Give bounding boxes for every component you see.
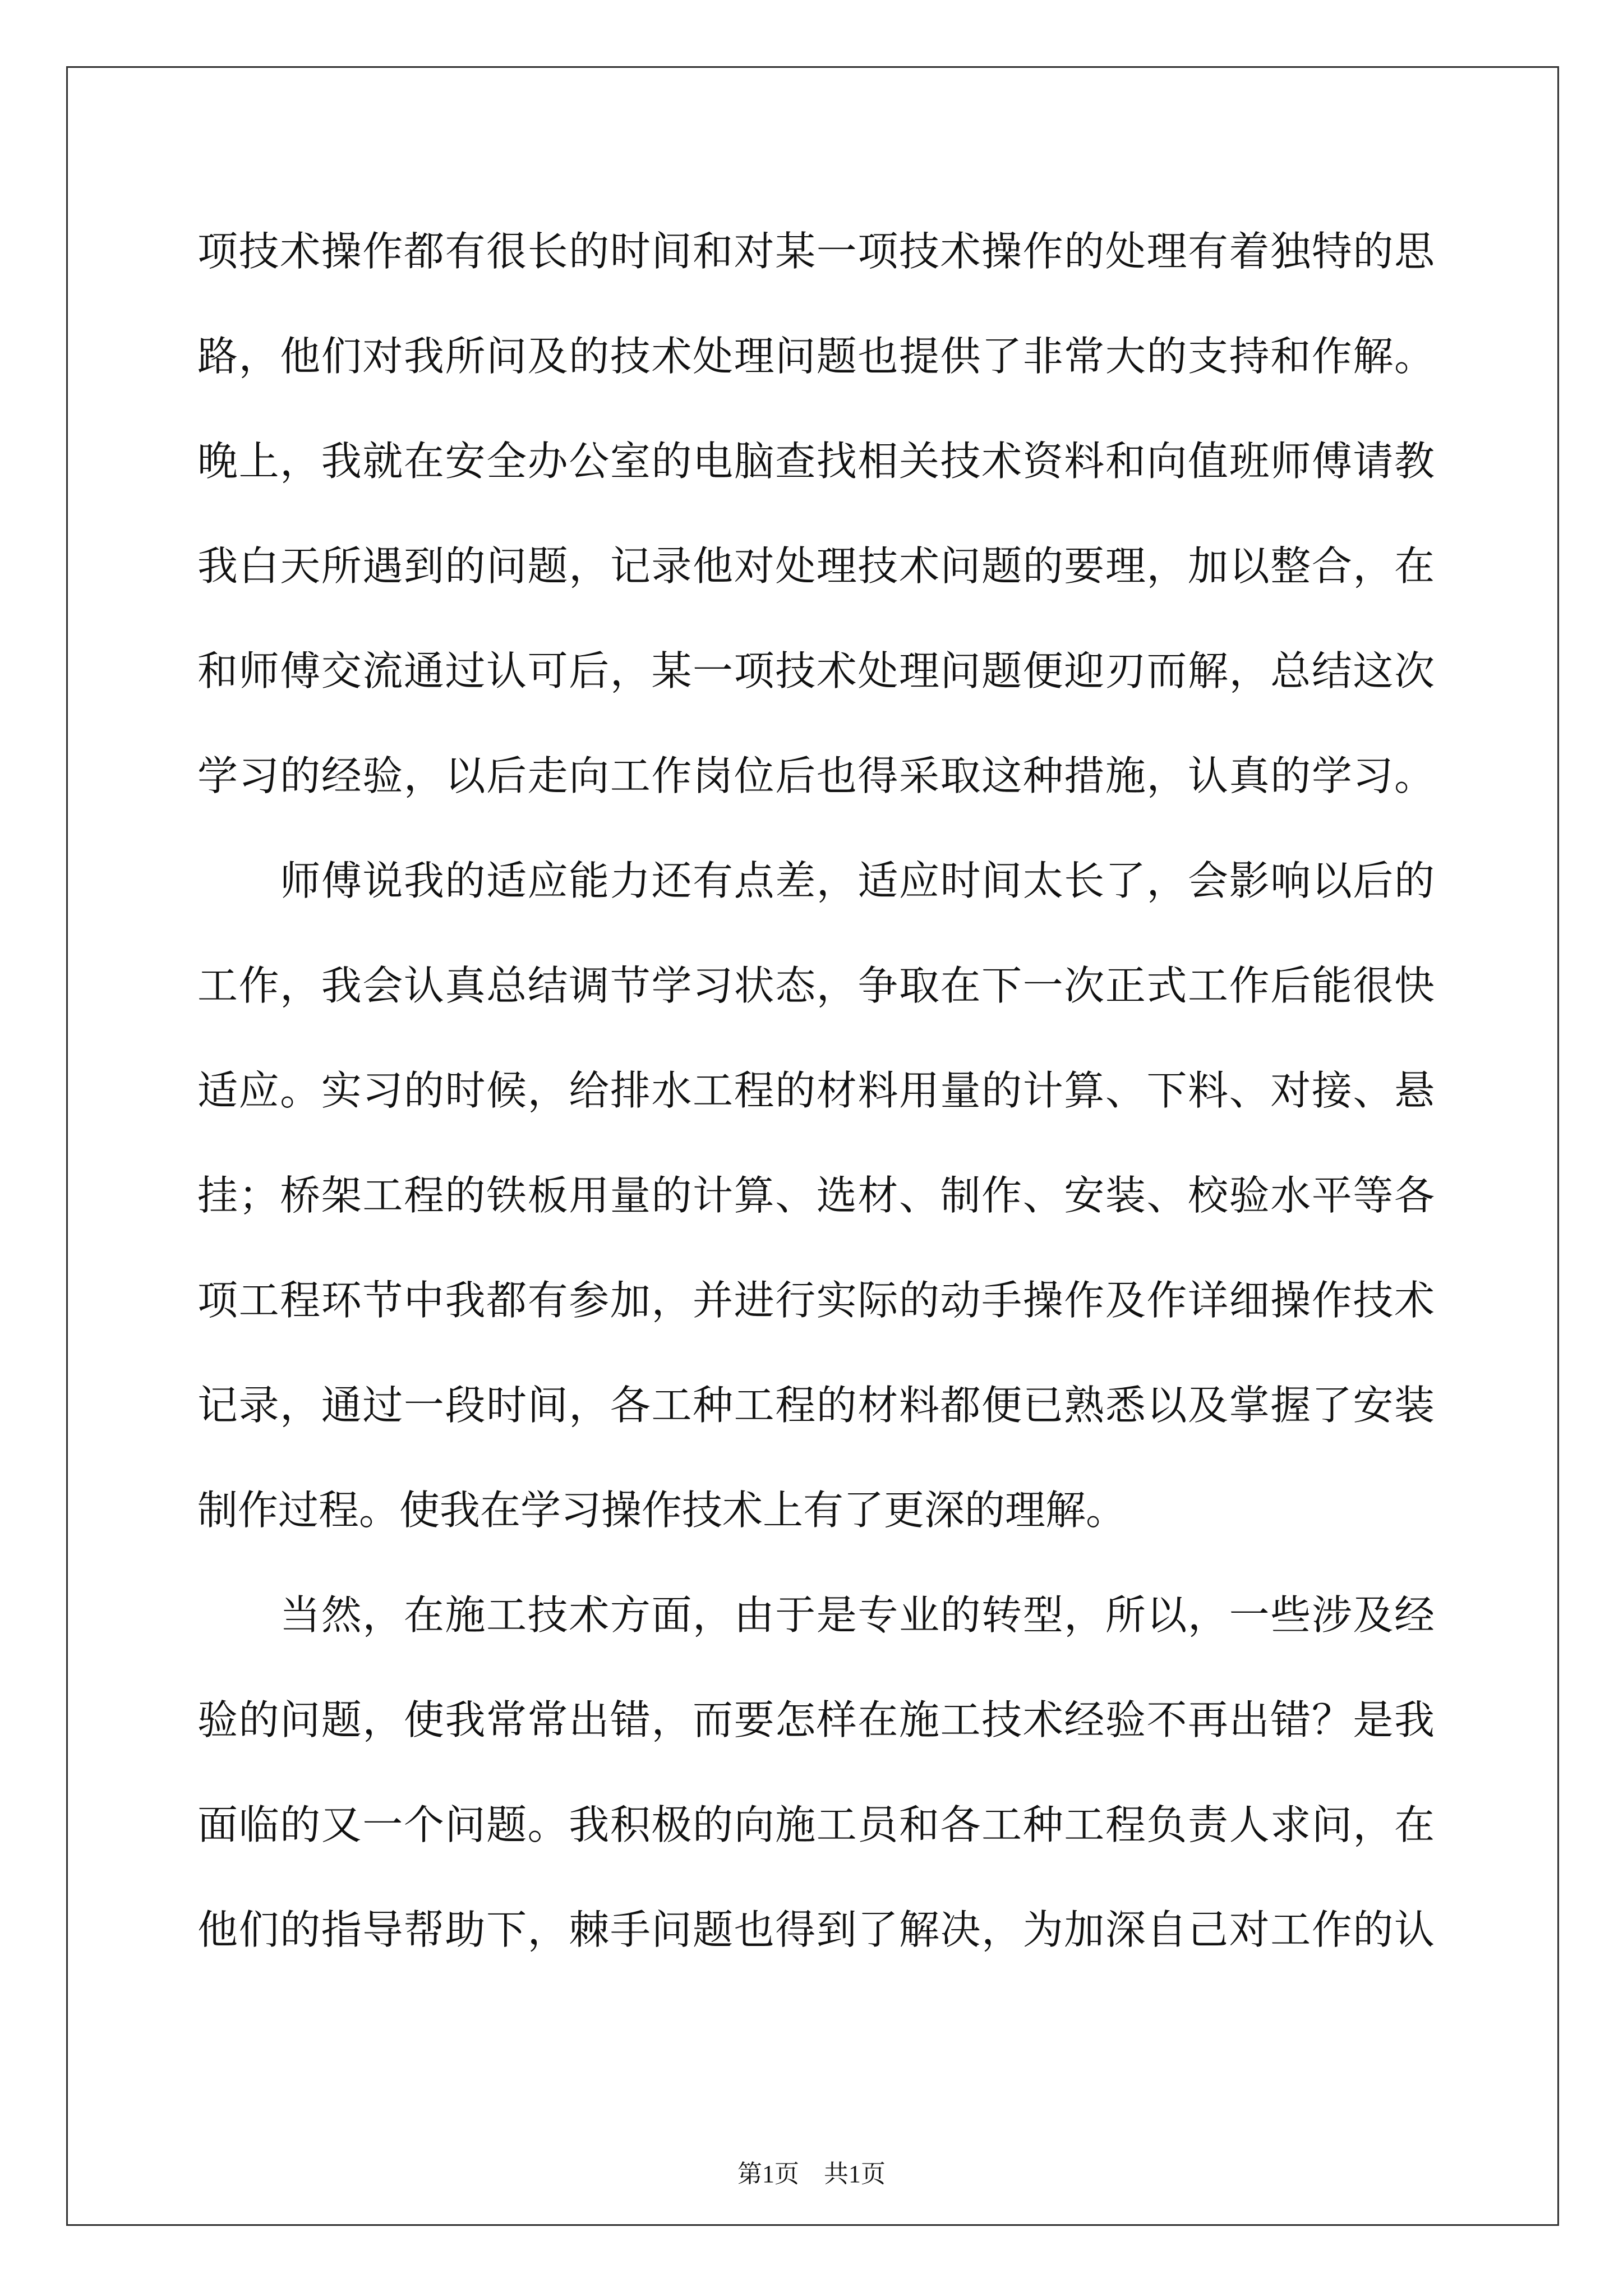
text-line: 我白天所遇到的问题，记录他对处理技术问题的要理，加以整合，在: [197, 542, 1435, 590]
page-number-footer: 第1页 共1页: [737, 2160, 886, 2188]
text-line: 项工程环节中我都有参加，并进行实际的动手操作及作详细操作技术: [197, 1277, 1435, 1324]
document-body: [197, 216, 1435, 1999]
text-line: 晚上，我就在安全办公室的电脑查找相关技术资料和向值班师傅请教: [197, 438, 1435, 485]
text-line: 路，他们对我所问及的技术处理问题也提供了非常大的支持和作解。: [197, 333, 1435, 380]
text-line: 工作，我会认真总结调节学习状态，争取在下一次正式工作后能很快: [197, 962, 1435, 1009]
text-line: 挂；桥架工程的铁板用量的计算、选材、制作、安装、校验水平等各: [197, 1172, 1435, 1219]
text-line: 制作过程。使我在学习操作技术上有了更深的理解。: [197, 1487, 1127, 1534]
text-line: 和师傅交流通过认可后，某一项技术处理问题便迎刃而解，总结这次: [197, 647, 1435, 694]
text-line: 他们的指导帮助下，棘手问题也得到了解决，为加深自己对工作的认: [197, 1906, 1435, 1953]
text-line: 项技术操作都有很长的时间和对某一项技术操作的处理有着独特的思: [197, 228, 1435, 275]
text-line: 当然，在施工技术方面，由于是专业的转型，所以，一些涉及经: [197, 1591, 1435, 1639]
text-line: 学习的经验，以后走向工作岗位后也得采取这种措施，认真的学习。: [197, 752, 1435, 799]
text-line: 适应。实习的时候，给排水工程的材料用量的计算、下料、对接、悬: [197, 1067, 1435, 1114]
text-line: 面临的又一个问题。我积极的向施工员和各工种工程负责人求问，在: [197, 1801, 1435, 1848]
text-line: 验的问题，使我常常出错，而要怎样在施工技术经验不再出错？是我: [197, 1696, 1435, 1743]
text-line: 师傅说我的适应能力还有点差，适应时间太长了，会影响以后的: [197, 857, 1435, 904]
text-line: 记录，通过一段时间，各工种工程的材料都便已熟悉以及掌握了安装: [197, 1382, 1435, 1429]
